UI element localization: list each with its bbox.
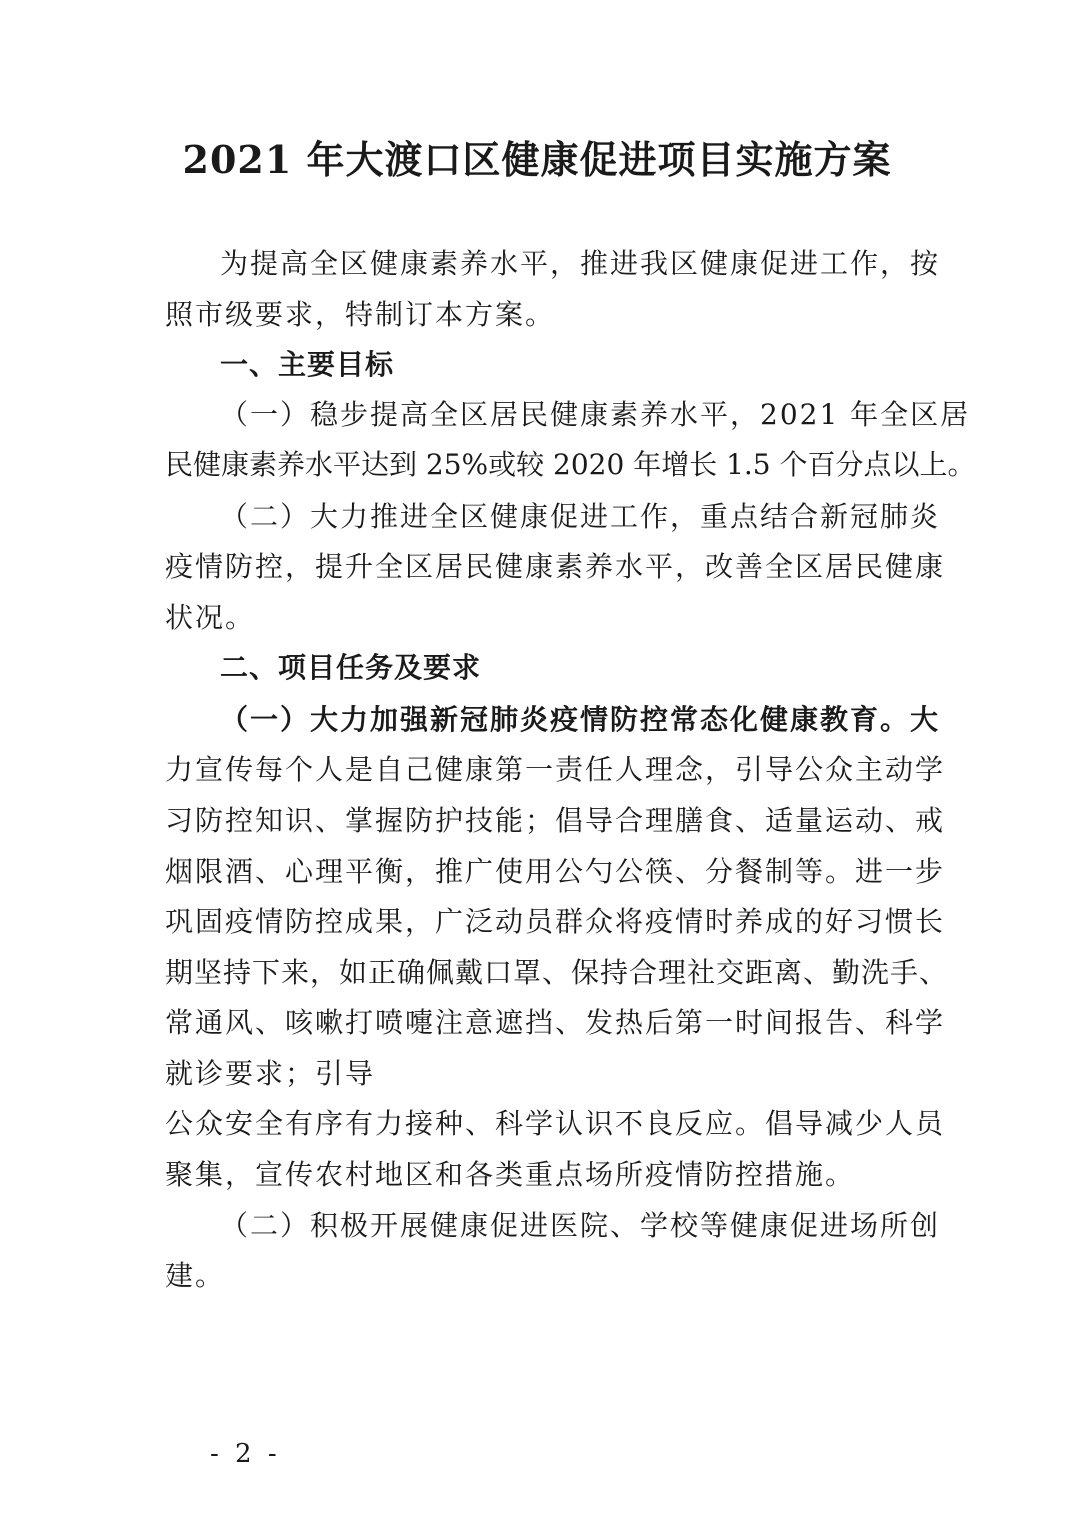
goal-1-line-2: 民健康素养水平达到 25%或较 2020 年增长 1.5 个百分点以上。 [165,448,976,481]
section-heading-1: 一、主要目标 [220,348,395,381]
intro-paragraph-line-2: 照市级要求，特制订本方案。 [165,298,556,331]
task-1-line-7: 常通风、咳嗽打喷嚏注意遮挡、发热后第一时间报告、科学 [165,1006,946,1039]
task-2-line-1: （二）积极开展健康促进医院、学校等健康促进场所创 [220,1209,941,1242]
task-1-line-3: 习防控知识、掌握防护技能；倡导合理膳食、适量运动、戒 [165,804,946,837]
goal-1-line-1: （一）稳步提高全区居民健康素养水平，2021 年全区居 [220,398,971,431]
task-1-line-6: 期坚持下来，如正确佩戴口罩、保持合理社交距离、勤洗手、 [165,956,949,989]
task-1-line-4: 烟限酒、心理平衡，推广使用公勺公筷、分餐制等。进一步 [165,855,946,888]
task-1-line-1: （一）大力加强新冠肺炎疫情防控常态化健康教育。大 [220,703,941,736]
task-1-line-2: 力宣传每个人是自己健康第一责任人理念，引导公众主动学 [165,753,946,786]
task-2-line-2: 建。 [165,1259,226,1292]
goal-2-line-1: （二）大力推进全区健康促进工作，重点结合新冠肺炎 [220,500,941,533]
document-title: 2021 年大渡口区健康促进项目实施方案 [182,137,892,182]
goal-2-line-3: 状况。 [165,601,256,634]
goal-2-line-2: 疫情防控，提升全区居民健康素养水平，改善全区居民健康 [165,550,946,583]
task-1-line-5: 巩固疫情防控成果，广泛动员群众将疫情时养成的好习惯长 [165,905,946,938]
page-number: - 2 - [210,1439,281,1469]
section-heading-2: 二、项目任务及要求 [220,651,482,684]
task-1-line-9: 公众安全有序有力接种、科学认识不良反应。倡导减少人员 [165,1107,946,1140]
intro-paragraph-line-1: 为提高全区健康素养水平，推进我区健康促进工作，按 [220,247,941,280]
task-1-line-8: 就诊要求；引导 [165,1057,376,1090]
task-1-line-10: 聚集，宣传农村地区和各类重点场所疫情防控措施。 [165,1158,856,1191]
